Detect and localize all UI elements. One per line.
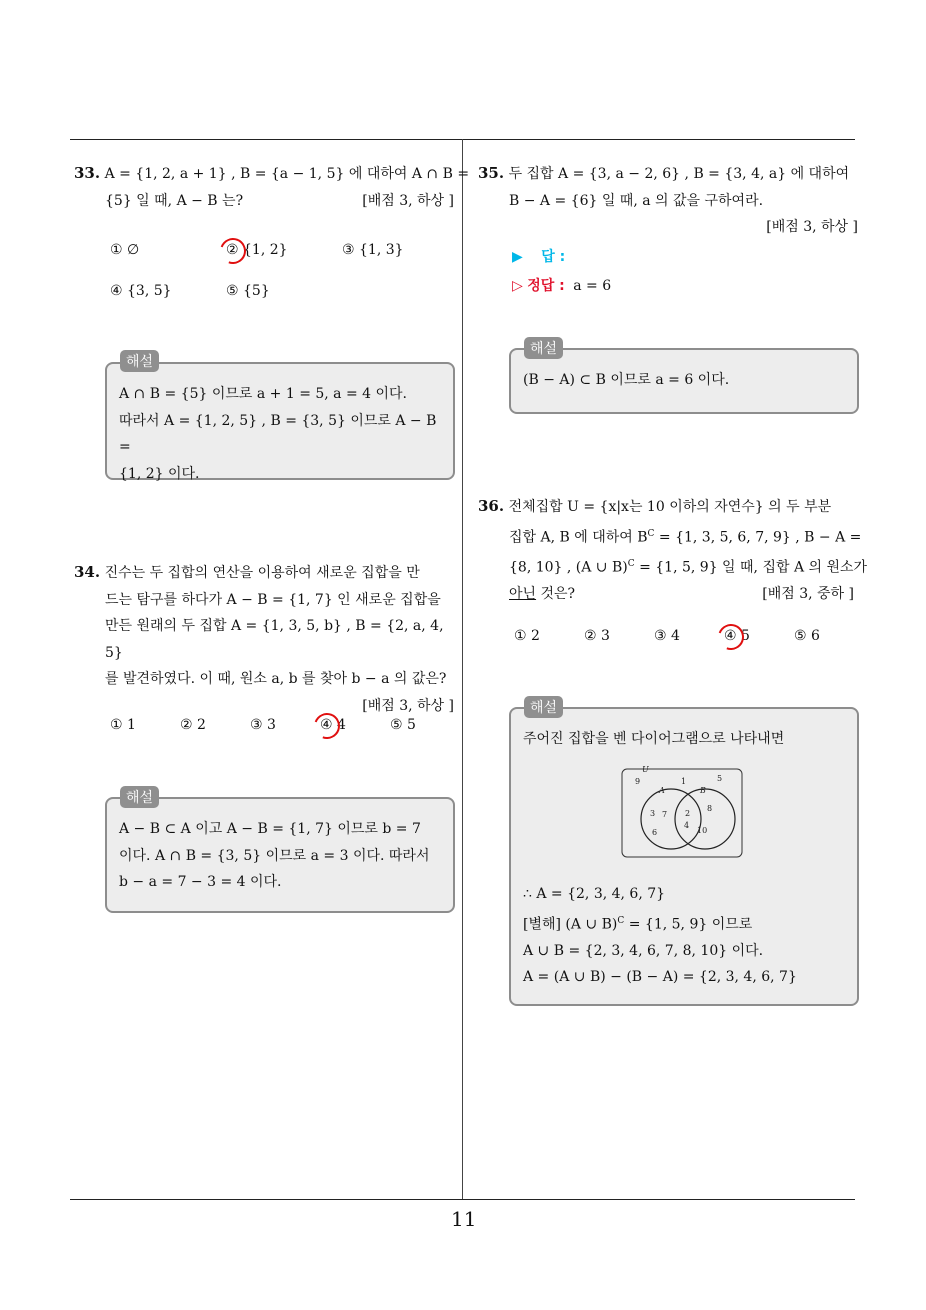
choice-3[interactable]: ③ 3 <box>250 717 276 733</box>
question-line: 전체집합 U = {x|x는 10 이하의 자연수} 의 두 부분 <box>508 499 832 515</box>
solution-line: [별해] (A ∪ B) <box>523 916 618 933</box>
question-line: B − A = {6} 일 때, a 의 값을 구하여라. <box>509 192 764 209</box>
question-line: {5} 일 때, A − B 는? <box>105 192 244 209</box>
solution-line: {1, 2} 이다. <box>119 465 200 482</box>
question-number: 33. <box>74 164 101 182</box>
question-number: 36. <box>478 497 505 515</box>
element: 9 <box>635 777 641 786</box>
solution-label: 해설 <box>120 786 159 808</box>
choice-2[interactable]: ② {1, 2} <box>226 242 288 258</box>
label-u: U <box>642 765 649 774</box>
column-divider <box>462 139 463 1200</box>
solution-line: = {1, 5, 9} 이므로 <box>628 916 753 933</box>
score-meta: [배점 3, 하상 ] <box>766 219 858 235</box>
answer-row <box>512 246 565 266</box>
underlined-word: 아닌 <box>509 585 537 602</box>
question-line: 를 발견하였다. 이 때, 원소 a, b 를 찾아 b − a 의 값은? <box>105 671 447 687</box>
solution-line: 이다. A ∩ B = {3, 5} 이므로 a = 3 이다. 따라서 <box>119 847 430 864</box>
venn-diagram <box>620 764 744 860</box>
play-icon: ▶ <box>512 249 523 265</box>
element: 5 <box>717 774 723 783</box>
choice-1[interactable]: ① 1 <box>110 717 136 733</box>
solution-text <box>523 367 849 394</box>
question-number: 35. <box>478 164 505 182</box>
correct-value: a = 6 <box>573 278 612 294</box>
choice-3[interactable]: ③ {1, 3} <box>342 242 404 258</box>
element: 8 <box>707 804 713 813</box>
selected-answer-mark <box>714 620 749 655</box>
element: 3 <box>650 809 656 818</box>
set-a-circle <box>641 789 701 849</box>
solution-text <box>523 881 849 991</box>
superscript: C <box>617 915 625 926</box>
question-line: 집합 A, B 에 대하여 B <box>509 529 648 546</box>
question-line: 만든 원래의 두 집합 A = {1, 3, 5, b} , B = {2, a, 4, 5} <box>105 618 444 661</box>
question-36 <box>478 493 868 607</box>
element: 10 <box>697 826 708 835</box>
selected-answer-mark <box>216 234 251 269</box>
label-a: A <box>659 786 665 795</box>
solution-line: A = (A ∪ B) − (B − A) = {2, 3, 4, 6, 7} <box>523 969 797 986</box>
choice-5[interactable]: ⑤ 6 <box>794 628 820 644</box>
choice-4[interactable]: ④ 5 <box>724 628 750 644</box>
solution-line: A − B ⊂ A 이고 A − B = {1, 7} 이므로 b = 7 <box>119 821 421 837</box>
question-35 <box>478 160 858 241</box>
choice-1[interactable]: ① 2 <box>514 628 540 644</box>
question-line: = {1, 3, 5, 6, 7, 9} , B − A = <box>658 529 862 546</box>
score-meta: [배점 3, 하상 ] <box>362 697 454 714</box>
solution-label: 해설 <box>524 696 563 718</box>
label-b: B <box>700 786 706 795</box>
superscript: C <box>627 558 635 569</box>
element: 2 <box>685 809 691 818</box>
solution-line: 따라서 A = {1, 2, 5} , B = {3, 5} 이므로 A − B = <box>119 412 437 455</box>
question-line: 드는 탐구를 하다가 A − B = {1, 7} 인 새로운 집합을 <box>105 591 441 608</box>
question-line: 것은? <box>536 585 576 602</box>
question-34 <box>74 559 454 719</box>
score-meta: [배점 3, 중하 ] <box>762 585 854 602</box>
solution-line: ∴ A = {2, 3, 4, 6, 7} <box>523 886 666 902</box>
solution-line: (B − A) ⊂ B 이므로 a = 6 이다. <box>523 372 730 388</box>
element: 6 <box>652 828 658 837</box>
choice-3[interactable]: ③ 4 <box>654 628 680 644</box>
question-line: 진수는 두 집합의 연산을 이용하여 새로운 집합을 만 <box>104 565 420 581</box>
solution-line: A ∩ B = {5} 이므로 a + 1 = 5, a = 4 이다. <box>119 386 408 402</box>
bottom-rule <box>70 1199 855 1200</box>
solution-label: 해설 <box>120 350 159 372</box>
solution-intro: 주어진 집합을 벤 다이어그램으로 나타내면 <box>523 731 785 747</box>
element: 4 <box>684 821 690 830</box>
solution-line: A ∪ B = {2, 3, 4, 6, 7, 8, 10} 이다. <box>523 942 764 959</box>
choice-2[interactable]: ② 3 <box>584 628 610 644</box>
choice-5[interactable]: ⑤ {5} <box>226 283 270 299</box>
choice-2[interactable]: ② 2 <box>180 717 206 733</box>
correct-label: 정답 : <box>527 278 565 294</box>
solution-label: 해설 <box>524 337 563 359</box>
solution-text <box>119 381 445 487</box>
solution-text <box>119 816 445 896</box>
choice-1[interactable]: ① ∅ <box>110 242 140 258</box>
choice-4[interactable]: ④ 4 <box>320 717 346 733</box>
element: 1 <box>681 777 687 786</box>
score-meta: [배점 3, 하상 ] <box>362 192 454 209</box>
choice-4[interactable]: ④ {3, 5} <box>110 283 172 299</box>
superscript: C <box>647 528 655 539</box>
choice-5[interactable]: ⑤ 5 <box>390 717 416 733</box>
question-line: 두 집합 A = {3, a − 2, 6} , B = {3, 4, a} 에 대하여 <box>508 166 850 182</box>
element: 7 <box>662 810 668 819</box>
set-b-circle <box>675 789 735 849</box>
question-line: = {1, 5, 9} 일 때, 집합 A 의 원소가 <box>639 559 868 576</box>
question-line: {8, 10} , (A ∪ B) <box>509 559 628 576</box>
correct-answer-row <box>512 275 611 295</box>
page-number: 11 <box>451 1207 477 1231</box>
question-number: 34. <box>74 563 101 581</box>
play-outline-icon: ▷ <box>512 278 523 294</box>
question-33 <box>74 160 470 214</box>
solution-line: b − a = 7 − 3 = 4 이다. <box>119 874 282 890</box>
answer-label: 답 : <box>541 249 566 265</box>
question-line: A = {1, 2, a + 1} , B = {a − 1, 5} 에 대하여 A ∩ B = <box>104 166 470 182</box>
